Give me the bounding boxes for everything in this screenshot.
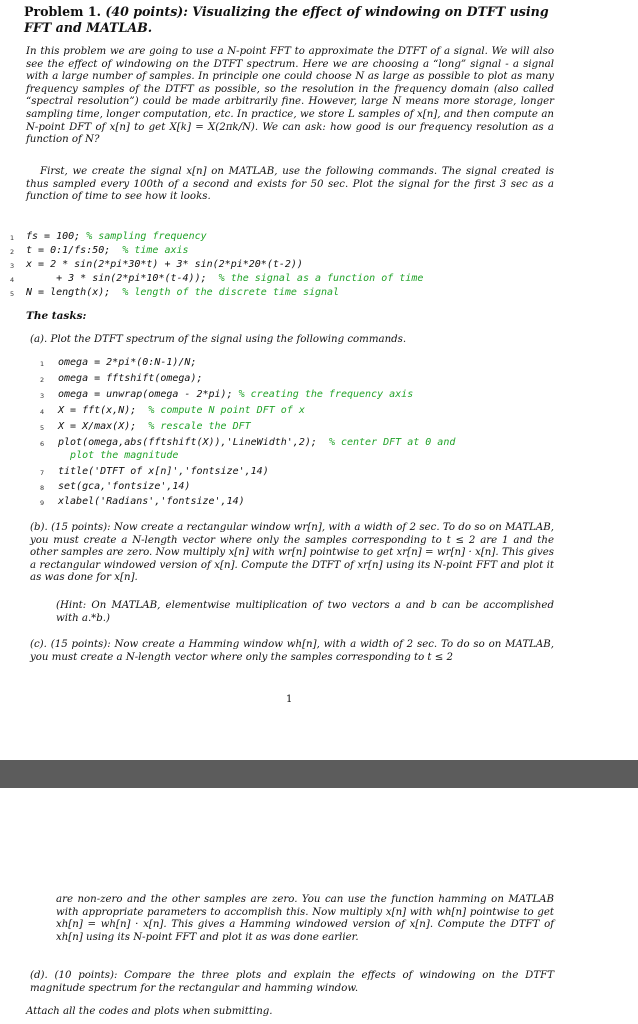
code-text: plot(omega,abs(fftshift(X)),'LineWidth',2); <box>58 437 329 448</box>
code-text <box>58 450 70 461</box>
problem-label: Problem 1. <box>24 4 101 19</box>
line-number: 2 <box>10 248 15 256</box>
code-text: title('DTFT of x[n]','fontsize',14) <box>58 466 269 477</box>
code-comment: % compute N point DFT of x <box>148 405 305 416</box>
code-line <box>58 436 455 449</box>
page-2 <box>0 788 638 1024</box>
part-d <box>30 970 554 995</box>
line-number: 5 <box>40 424 45 432</box>
code-text: omega = 2*pi*(0:N-1)/N; <box>58 357 197 368</box>
code-line <box>26 258 303 271</box>
part-a-label: (a). <box>30 334 48 345</box>
code-comment: % sampling frequency <box>86 231 207 242</box>
code-text: N = length(x); <box>26 287 123 298</box>
problem-title <box>24 4 554 36</box>
part-b-hint: (Hint: On MATLAB, elementwise multiplication of two vectors a and b can be accomplished with a.*b.) <box>56 600 554 624</box>
part-c-text: (15 points): Now create a Hamming window wh[n], with a width of 2 sec. To do so on MATLAB, you must create a N-length vector where only the samples corresponding to t ≤ 2 <box>30 639 554 663</box>
code-line <box>58 420 251 433</box>
code-line <box>58 480 190 493</box>
code-line <box>26 230 207 243</box>
page-separator <box>0 760 638 788</box>
code-line <box>26 244 189 257</box>
code-text: omega = unwrap(omega - 2*pi); <box>58 389 239 400</box>
code-comment: % center DFT at 0 and <box>328 437 456 448</box>
code-line <box>26 272 423 285</box>
code-text: omega = fftshift(omega); <box>58 373 203 384</box>
part-b <box>30 522 554 585</box>
code-comment: % time axis <box>122 245 189 256</box>
code-comment: plot the magnitude <box>70 450 179 461</box>
part-a <box>30 334 550 347</box>
line-number: 8 <box>40 484 45 492</box>
part-b-label: (b). <box>30 522 48 533</box>
code-line <box>26 286 339 299</box>
line-number: 7 <box>40 469 45 477</box>
code-comment: % the signal as a function of time <box>218 273 424 284</box>
intro-paragraph-1: In this problem we are going to use a N-point FFT to approximate the DTFT of a signal. We will also see the effect of windowing on the DTFT spectrum. Here we are choosing a “long” signal - a signal with a large number of samples. In principle one could choose N as large as possible to plot as many frequency samples of the DTFT as possible, so the resolution in the frequency domain (also called “spectral resolution”) could be made arbitrarily fine. However, large N means more storage, longer sampling time, longer computation, etc. In practice, we store L samples of x[n], and then compute an N-point DFT of x[n] to get X[k] = X(2πk/N). We can ask: how good is our frequency resolution as a function of N? <box>26 46 554 146</box>
line-number: 6 <box>40 440 45 448</box>
code-comment: % length of the discrete time signal <box>122 287 340 298</box>
line-number: 1 <box>40 360 45 368</box>
part-c-continued: are non-zero and the other samples are zero. You can use the function hamming on MATLAB with appropriate parameters to accomplish this. Now multiply x[n] with wh[n] pointwise to get xh[n] = wh[n] · x[n]. This gives a Hamming windowed version of x[n]. Compute the DTFT of xh[n] using its N-point FFT and plot it as was done earlier. <box>56 894 554 943</box>
code-text: fs = 100; <box>26 231 87 242</box>
code-line <box>58 404 305 417</box>
code-text: X = fft(x,N); <box>58 405 149 416</box>
tasks-heading: The tasks: <box>26 310 87 322</box>
code-text: t = 0:1/fs:50; <box>26 245 123 256</box>
part-b-text: (15 points): Now create a rectangular window wr[n], with a width of 2 sec. To do so on MATLAB, you must create a N-length vector where only the samples corresponding to t ≤ 2 are 1 and the other samples are zero. Now multiply x[n] with wr[n] pointwise to get xr[n] = wr[n] · x[n]. This gives a rectangular windowed version of x[n]. Compute the DTFT of xr[n] using its N-point FFT and plot it as was done for x[n]. <box>30 522 554 584</box>
code-text: x = 2 * sin(2*pi*30*t) + 3* sin(2*pi*20*(t-2)) <box>26 259 303 270</box>
code-line <box>58 388 413 401</box>
line-number: 3 <box>10 262 15 270</box>
line-number: 4 <box>10 276 15 284</box>
part-d-label: (d). <box>30 970 48 981</box>
code-text: X = X/max(X); <box>58 421 149 432</box>
footer-note: Attach all the codes and plots when submitting. <box>26 1006 273 1017</box>
line-number: 1 <box>10 234 15 242</box>
problem-heading: (40 points): Visualizing the effect of windowing on DTFT using FFT and MATLAB. <box>24 4 549 35</box>
code-comment: % rescale the DFT <box>148 421 251 432</box>
line-number: 5 <box>10 290 15 298</box>
code-comment: % creating the frequency axis <box>238 389 414 400</box>
part-c-label: (c). <box>30 639 47 650</box>
code-text: + 3 * sin(2*pi*10*(t-4)); <box>26 273 219 284</box>
code-line <box>58 356 196 369</box>
code-line <box>58 465 269 478</box>
line-number: 4 <box>40 408 45 416</box>
code-line <box>58 372 203 385</box>
code-text: xlabel('Radians','fontsize',14) <box>58 496 245 507</box>
part-d-text: (10 points): Compare the three plots and explain the effects of windowing on the DTFT magnitude spectrum for the rectangular and hamming window. <box>30 970 554 994</box>
part-a-text: Plot the DTFT spectrum of the signal using the following commands. <box>50 334 407 345</box>
intro-paragraph-2: First, we create the signal x[n] on MATLAB, use the following commands. The signal created is thus sampled every 100th of a second and exists for 50 sec. Plot the signal for the first 3 sec as a function of time to see how it looks. <box>26 166 554 203</box>
code-line <box>58 495 245 508</box>
part-c <box>30 639 554 664</box>
line-number: 2 <box>40 376 45 384</box>
line-number: 9 <box>40 499 45 507</box>
code-line <box>58 449 178 462</box>
page-number: 1 <box>286 694 293 705</box>
line-number: 3 <box>40 392 45 400</box>
code-text: set(gca,'fontsize',14) <box>58 481 191 492</box>
